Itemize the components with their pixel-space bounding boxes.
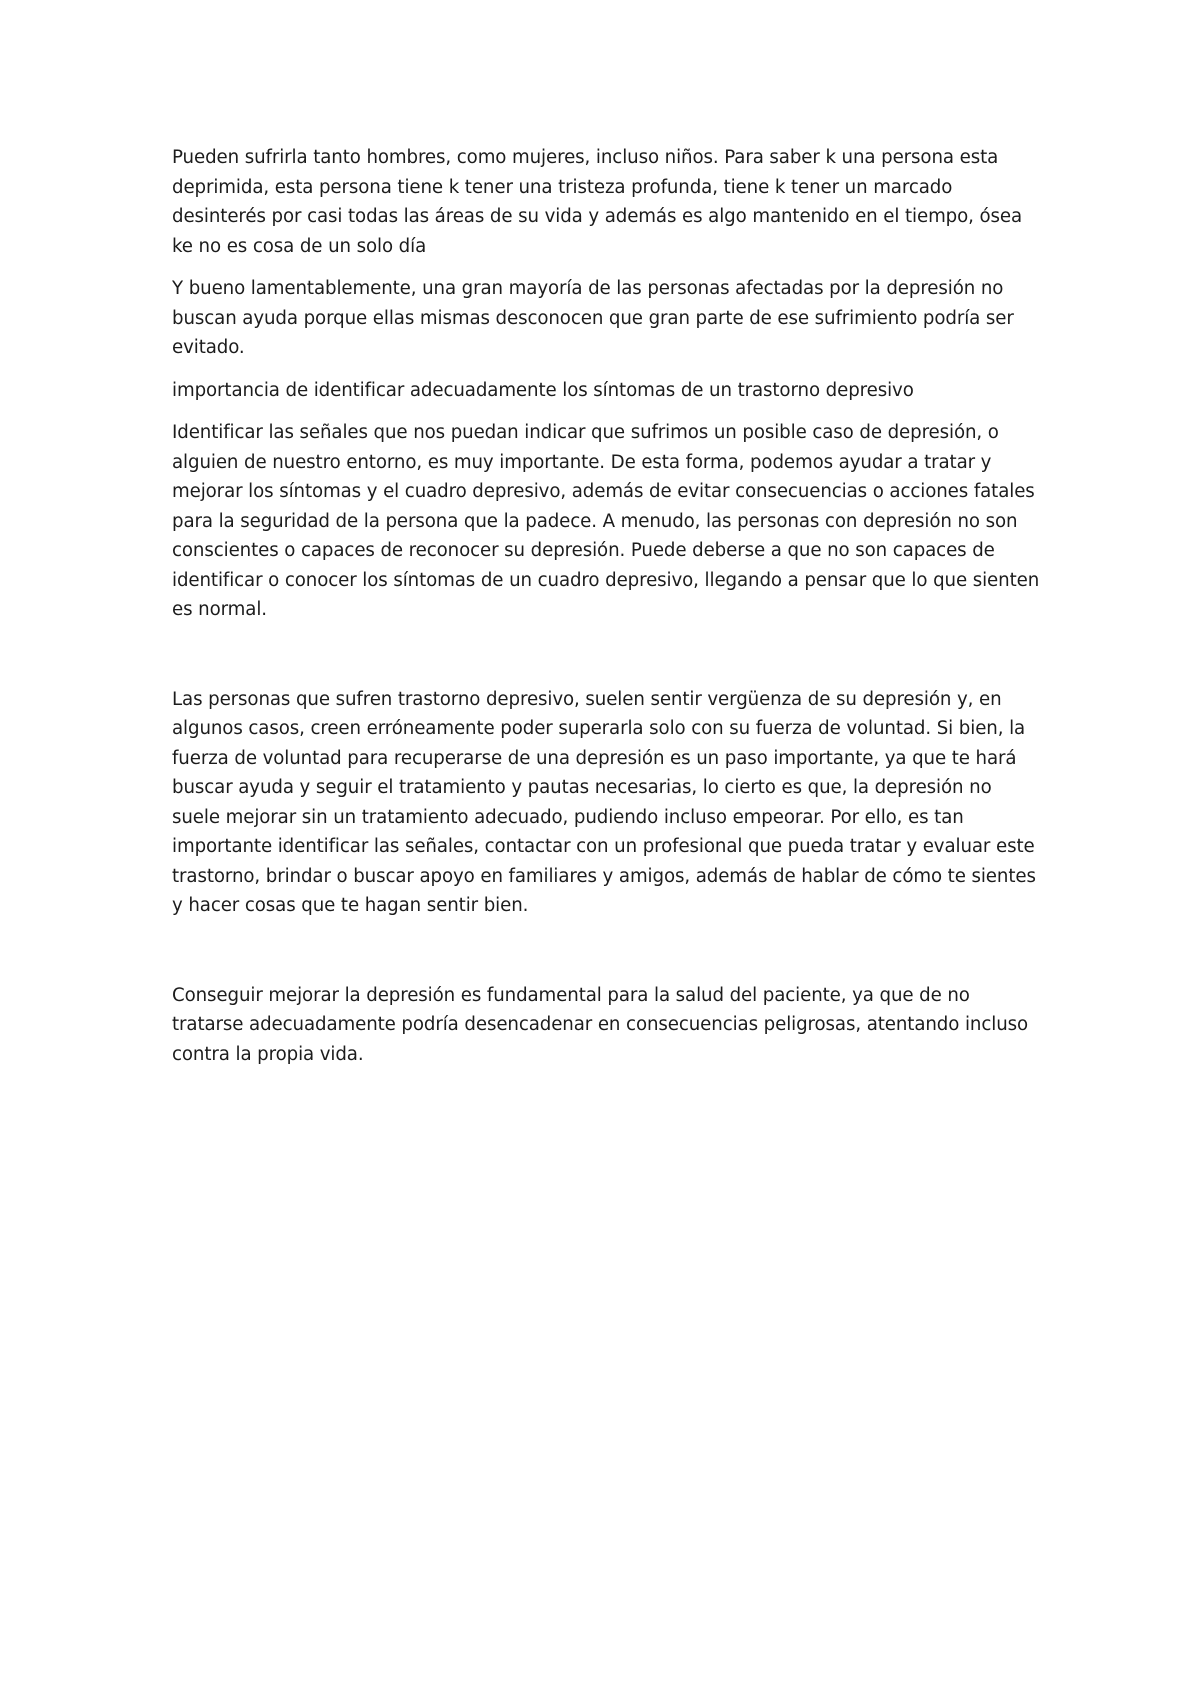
paragraph-5: Las personas que sufren trastorno depresivo, suelen sentir vergüenza de su depresión y, en algunos casos, creen erróneamente poder superarla solo con su fuerza de voluntad. Si bien, la fuerza de voluntad para recuperarse de una depresión es un paso importante, ya que te hará buscar ayuda y seguir el tratamiento y pautas necesarias, lo cierto es que, la depresión no suele mejorar sin un tratamiento adecuado, pudiendo incluso empeorar. Por ello, es tan importante identificar las señales, contactar con un profesional que pueda tratar y evaluar este trastorno, brindar o buscar apoyo en familiares y amigos, además de hablar de cómo te sientes y hacer cosas que te hagan sentir bien. bbox=[172, 688, 1036, 916]
paragraph-2: Y bueno lamentablemente, una gran mayoría de las personas afectadas por la depresión no buscan ayuda porque ellas mismas desconocen que gran parte de ese sufrimiento podría ser evitado. bbox=[172, 278, 1014, 358]
paragraph-4: Identificar las señales que nos puedan indicar que sufrimos un posible caso de depresión, o alguien de nuestro entorno, es muy importante. De esta forma, podemos ayudar a tratar y mejorar los síntomas y el cuadro depresivo, además de evitar consecuencias o acciones fatales para la seguridad de la persona que la padece. A menudo, las personas con depresión no son conscientes o capaces de reconocer su depresión. Puede deberse a que no son capaces de identificar o conocer los síntomas de un cuadro depresivo, llegando a pensar que lo que sienten es normal. bbox=[172, 422, 1040, 620]
paragraph-6: Conseguir mejorar la depresión es fundamental para la salud del paciente, ya que de no tratarse adecuadamente podría desencadenar en consecuencias peligrosas, atentando incluso contra la propia vida. bbox=[172, 984, 1029, 1065]
paragraph-1: Pueden sufrirla tanto hombres, como mujeres, incluso niños. Para saber k una persona esta deprimida, esta persona tiene k tener una tristeza profunda, tiene k tener un marcado desinterés por casi todas las áreas de su vida y además es algo mantenido en el tiempo, ósea ke no es cosa de un solo día bbox=[172, 147, 1023, 257]
paragraph-3-heading: importancia de identificar adecuadamente los síntomas de un trastorno depresivo bbox=[172, 379, 914, 401]
document-body bbox=[172, 143, 1042, 1069]
